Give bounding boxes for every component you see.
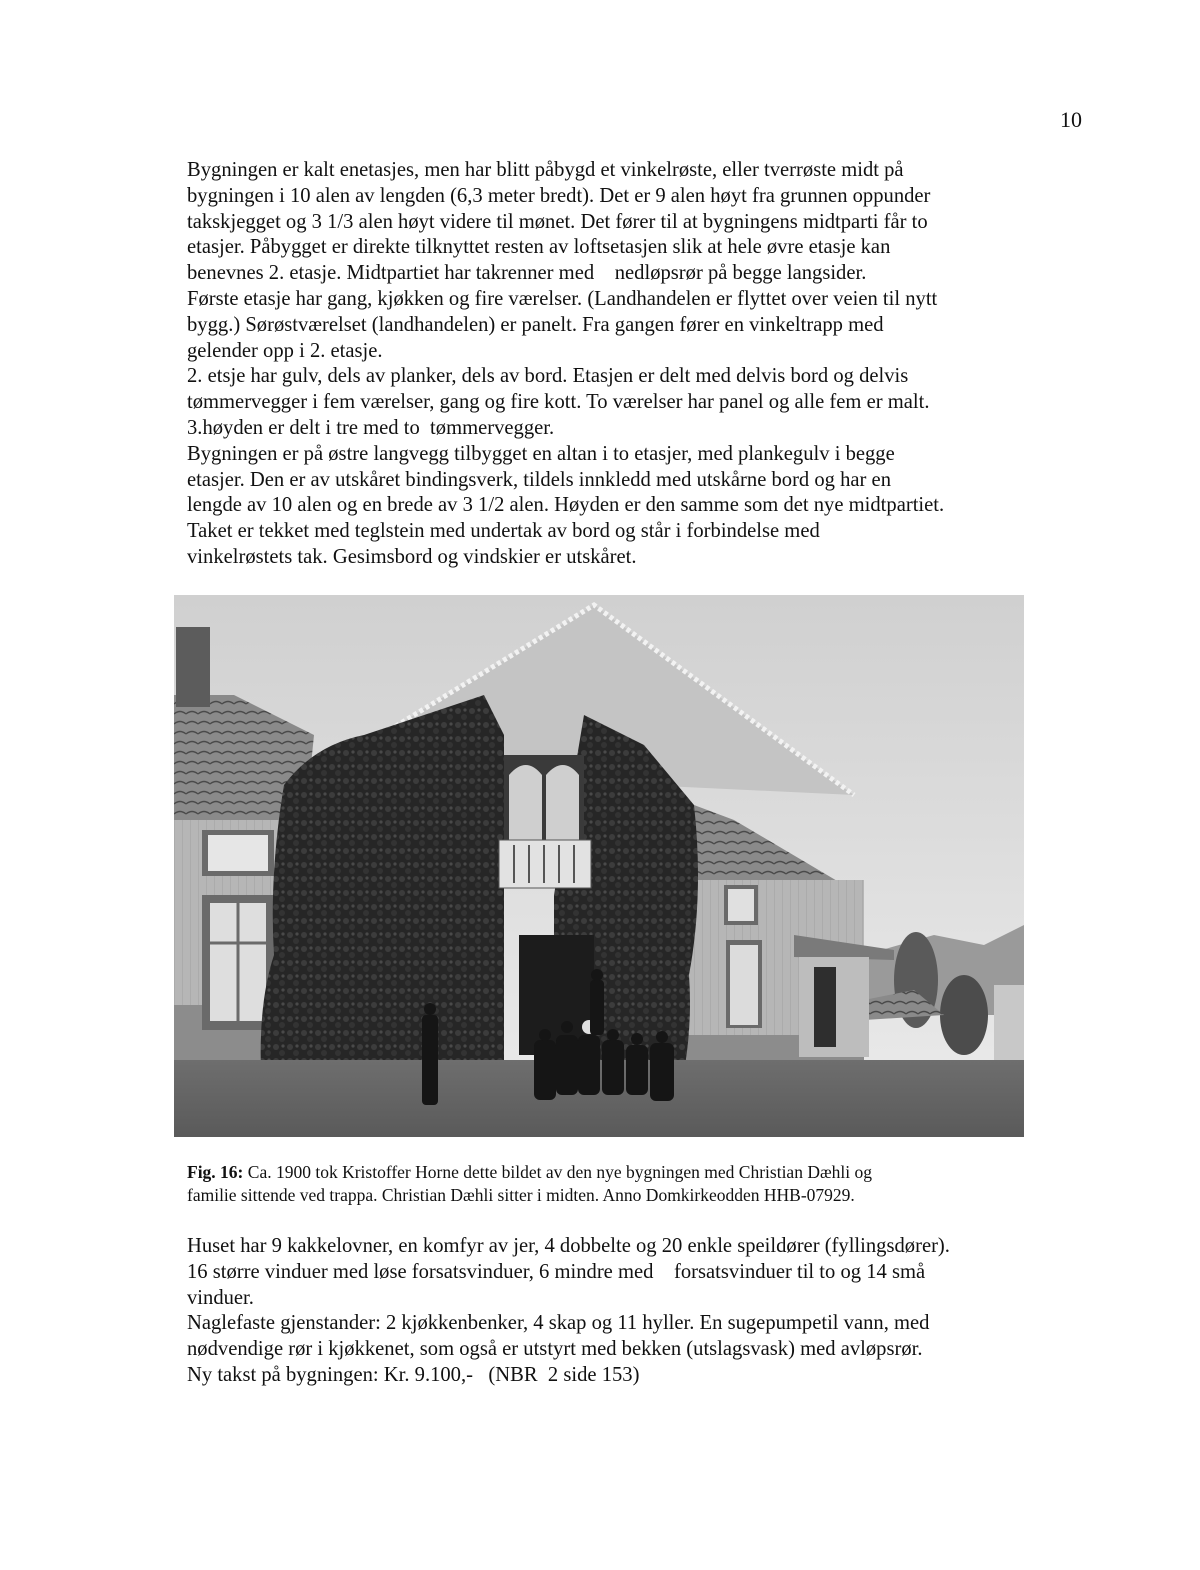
porch-door bbox=[814, 967, 836, 1047]
caption-line: familie sittende ved trappa. Christian Dæhli sitter i midten. Anno Domkirkeodden HHB-07929. bbox=[187, 1184, 855, 1205]
text-line: takskjegget og 3 1/3 alen høyt videre til mønet. Det fører til at bygningens midtparti får to bbox=[187, 210, 928, 233]
tree bbox=[940, 975, 988, 1055]
caption-text: Ca. 1900 tok Kristoffer Horne dette bildet av den nye bygningen med Christian Dæhli og bbox=[243, 1162, 872, 1182]
text-line: bygg.) Sørøstværelset (landhandelen) er panelt. Fra gangen fører en vinkeltrapp med bbox=[187, 313, 884, 336]
text-line: benevnes 2. etasje. Midtpartiet har takrenner med nedløpsrør på begge langsider. bbox=[187, 262, 867, 285]
text-line: Bygningen er på østre langvegg tilbygget en altan i to etasjer, med plankegulv i begge bbox=[187, 442, 895, 465]
text-line: Første etasje har gang, kjøkken og fire værelser. (Landhandelen er flyttet over veien til nytt bbox=[187, 287, 938, 310]
figure-caption bbox=[187, 1161, 1087, 1206]
text-line: etasjer. Den er av utskåret bindingsverk, tildels innkledd med utskårne bord og har en bbox=[187, 468, 891, 491]
house-photograph bbox=[174, 595, 1024, 1137]
text-line: Naglefaste gjenstander: 2 kjøkkenbenker, 4 skap og 11 hyller. En sugepumpetil vann, med bbox=[187, 1312, 930, 1335]
text-line: 16 større vinduer med løse forsatsvinduer, 6 mindre med forsatsvinduer til to og 14 små bbox=[187, 1260, 926, 1283]
text-line: vinduer. bbox=[187, 1286, 254, 1309]
text-line: 2. etsje har gulv, dels av planker, dels av bord. Etasjen er delt med delvis bord og delvis bbox=[187, 365, 909, 388]
text-line: bygningen i 10 alen av lengden (6,3 meter bredt). Det er 9 alen høyt fra grunnen oppunder bbox=[187, 184, 931, 207]
text-line: 3.høyden er delt i tre med to tømmervegger. bbox=[187, 416, 555, 439]
text-line: nødvendige rør i kjøkkenet, som også er utstyrt med bekken (utslagsvask) med avløpsrør. bbox=[187, 1338, 923, 1361]
text-line: Huset har 9 kakkelovner, en komfyr av jer, 4 dobbelte og 20 enkle speildører (fyllingsdører). bbox=[187, 1235, 950, 1257]
photo-illustration bbox=[174, 595, 1024, 1137]
text-line: lengde av 10 alen og en brede av 3 1/2 alen. Høyden er den samme som det nye midtpartiet. bbox=[187, 494, 945, 517]
body-text-section-2 bbox=[187, 1234, 1107, 1389]
text-line: tømmervegger i fem værelser, gang og fire kott. To værelser har panel og alle fem er malt. bbox=[187, 391, 930, 414]
outbuilding-wall bbox=[994, 985, 1024, 1060]
caption-line bbox=[187, 1161, 1087, 1184]
text-line: vinkelrøstets tak. Gesimsbord og vindskier er utskåret. bbox=[187, 545, 637, 568]
figure-label: Fig. 16: bbox=[187, 1162, 244, 1182]
text-line: Taket er tekket med teglstein med undertak av bord og står i forbindelse med bbox=[187, 520, 820, 543]
text-line: etasjer. Påbygget er direkte tilknyttet resten av loftsetasjen slik at hele øvre etasje kan bbox=[187, 236, 891, 259]
window-pane bbox=[208, 835, 268, 871]
text-line: Ny takst på bygningen: Kr. 9.100,- (NBR 2 side 153) bbox=[187, 1363, 640, 1386]
text-line: Bygningen er kalt enetasjes, men har blitt påbygd et vinkelrøste, eller tverrøste midt på bbox=[187, 159, 904, 181]
chimney bbox=[176, 627, 210, 707]
text-line: gelender opp i 2. etasje. bbox=[187, 339, 383, 362]
body-text-section-1 bbox=[187, 158, 1107, 571]
page-number: 10 bbox=[1060, 107, 1082, 132]
